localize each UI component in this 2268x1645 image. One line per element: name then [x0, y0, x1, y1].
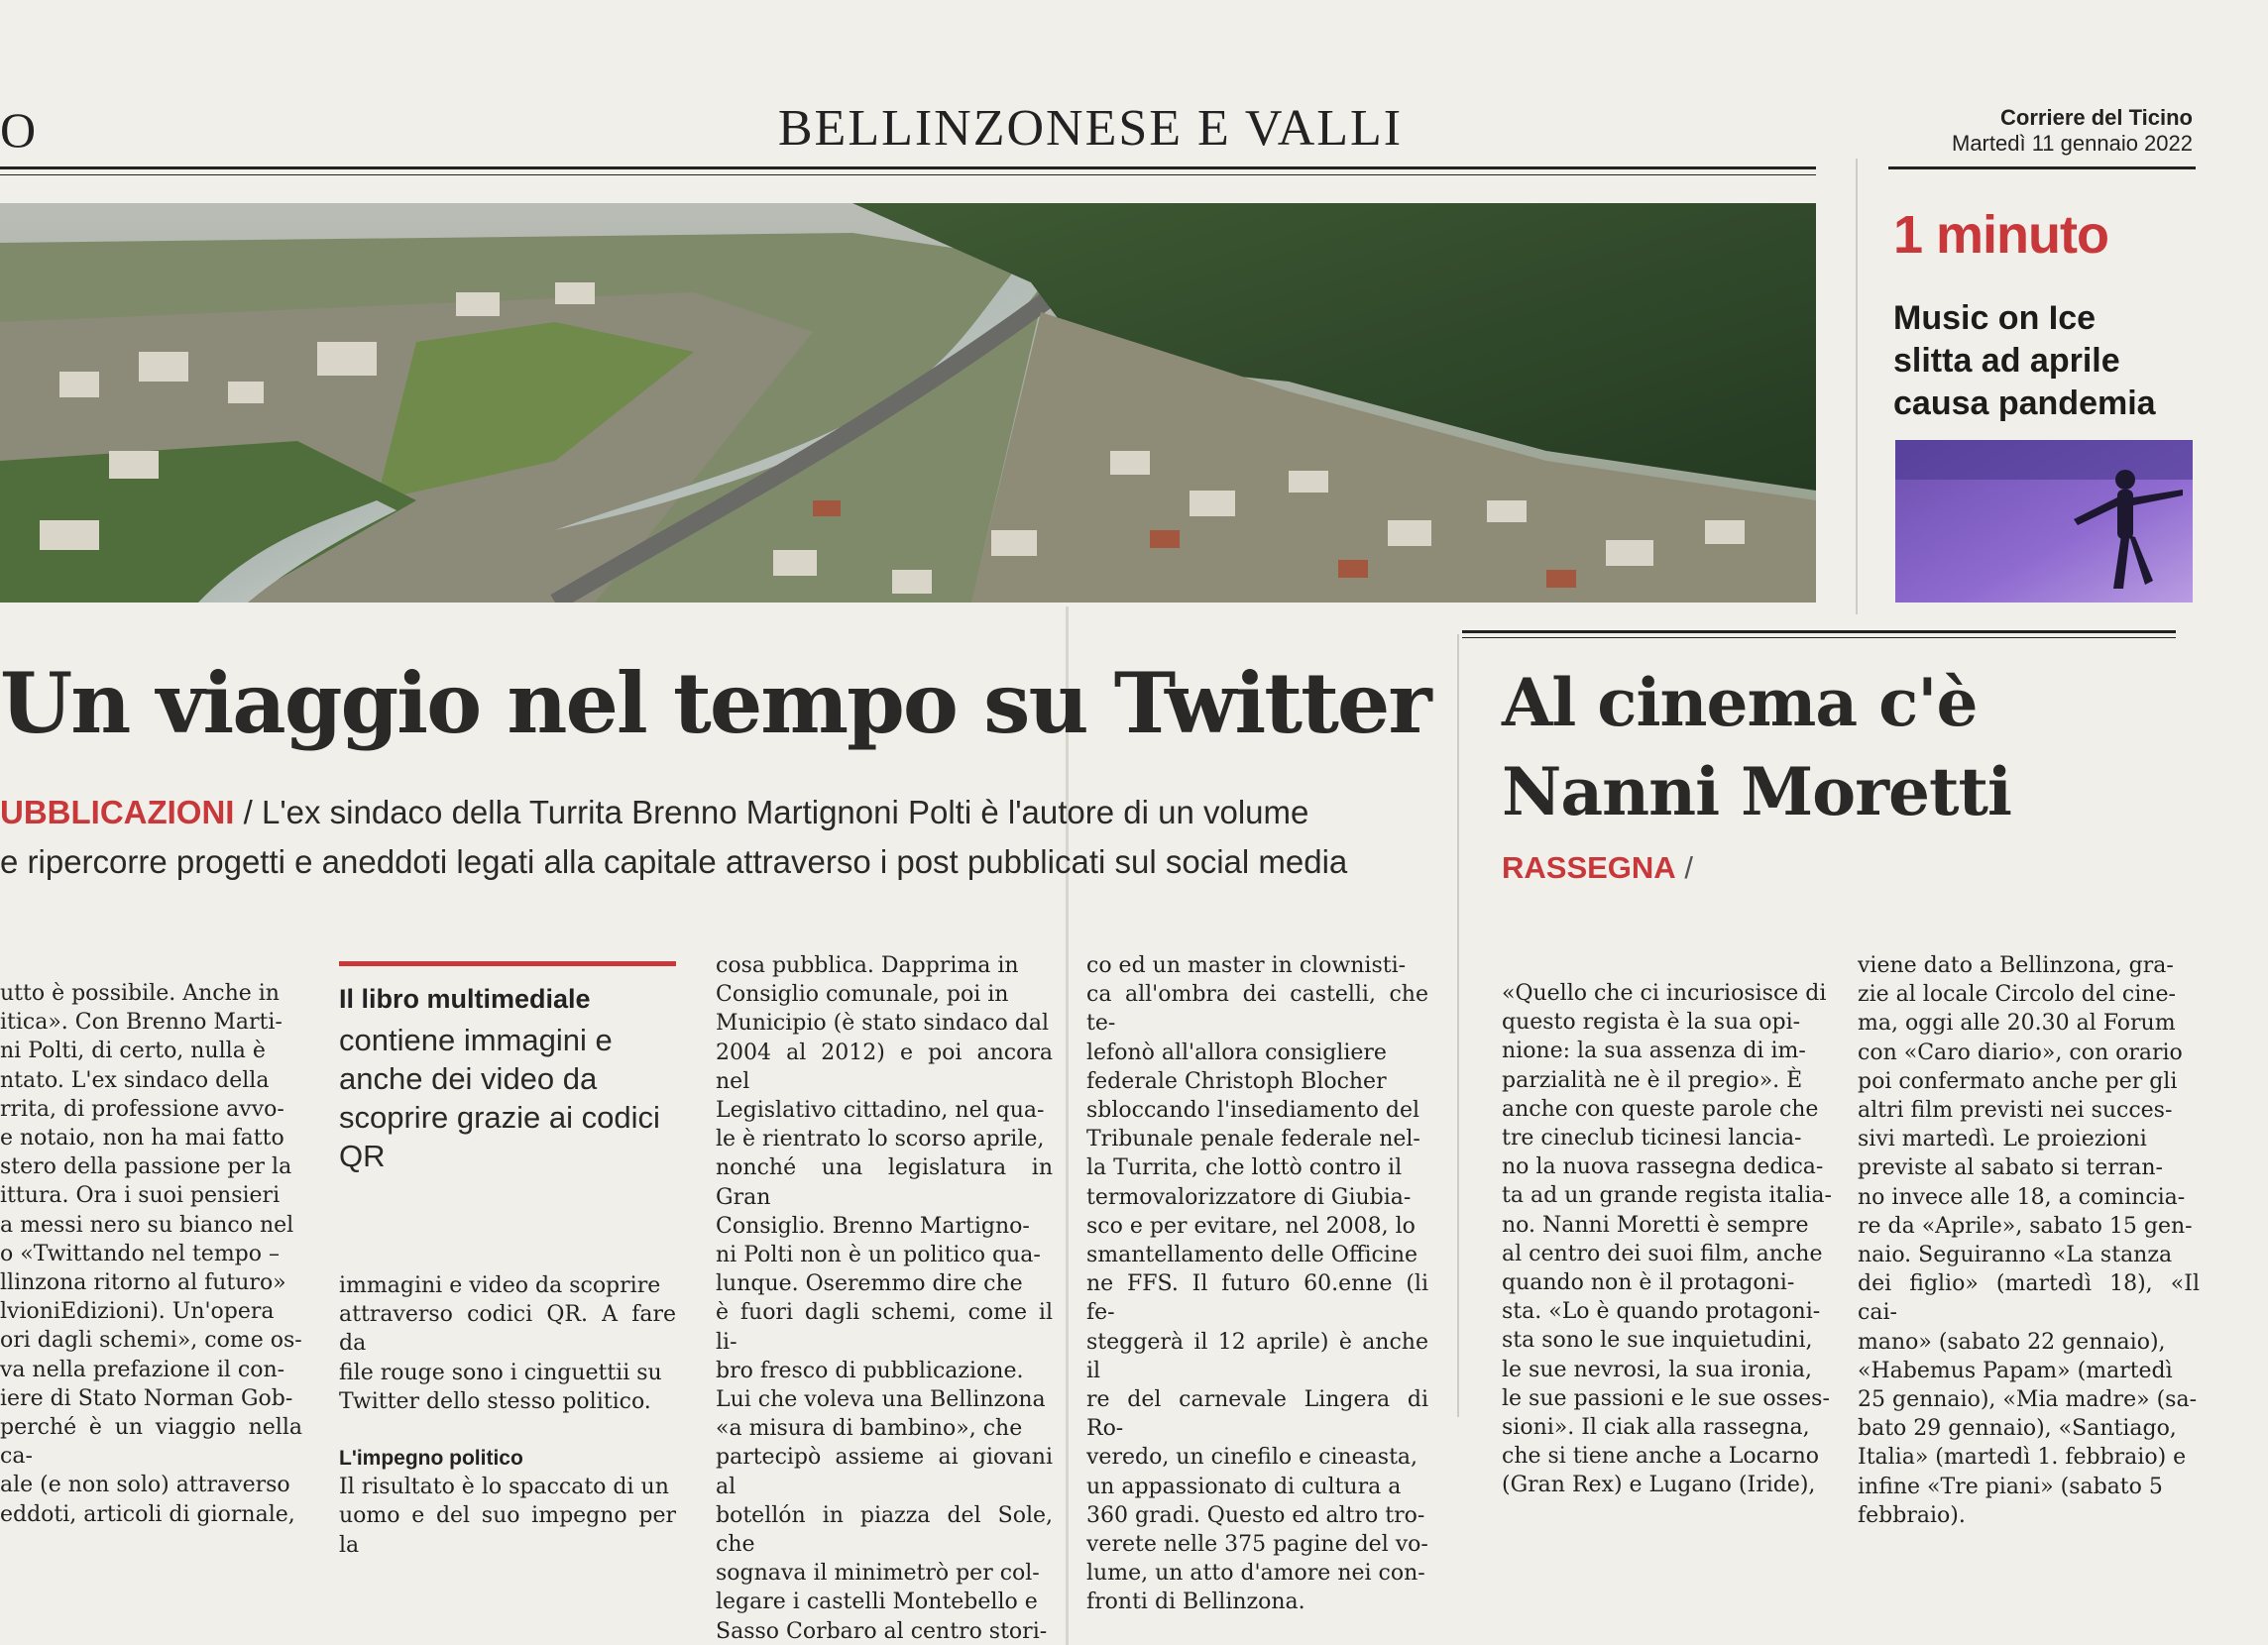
- text-line: «Habemus Papam» (martedì: [1858, 1358, 2173, 1383]
- side-kicker-slash: /: [1675, 850, 1693, 885]
- header-rule: [0, 166, 1816, 169]
- text-line: mano» (sabato 22 gennaio),: [1858, 1329, 2166, 1355]
- ice-skater-photo: [1895, 440, 2193, 603]
- text-line: Lui che voleva una Bellinzona: [716, 1387, 1046, 1413]
- text-line: tre cineclub ticinesi lancia-: [1502, 1126, 1802, 1152]
- main-kicker: UBBLICAZIONI: [0, 794, 235, 830]
- text-line: è fuori dagli schemi, come il li-: [716, 1300, 1053, 1355]
- text-line: eddoti, articoli di giornale,: [0, 1501, 295, 1527]
- text-line: zie al locale Circolo del cine-: [1858, 982, 2176, 1008]
- text-line: co ed un master in clownisti-: [1086, 953, 1407, 978]
- box-title: Il libro multimediale: [339, 984, 591, 1014]
- text-line: dei figlio» (martedì 18), «Il cai-: [1858, 1271, 2200, 1326]
- text-line: quando non è il protagoni-: [1502, 1270, 1795, 1296]
- text-line: parzialità ne è il pregio». È: [1502, 1067, 1803, 1093]
- text-line: con «Caro diario», con orario: [1858, 1040, 2183, 1065]
- side-headline-line: Al cinema c'è: [1502, 664, 1978, 741]
- text-line: Italia» (martedì 1. febbraio) e: [1858, 1445, 2187, 1471]
- text-line: llinzona ritorno al futuro»: [0, 1270, 286, 1296]
- text-line: poi confermato anche per gli: [1858, 1068, 2178, 1094]
- text-line: 25 gennaio), «Mia madre» (sa-: [1858, 1387, 2197, 1413]
- text-line: «Quello che ci incuriosisce di: [1502, 981, 1827, 1006]
- text-line: botellón in piazza del Sole, che: [716, 1502, 1053, 1558]
- text-line: e notaio, non ha mai fatto: [0, 1126, 284, 1152]
- text-line: un appassionato di cultura a: [1086, 1474, 1402, 1499]
- text-line: va nella prefazione il con-: [0, 1357, 285, 1382]
- text-line: steggerà il 12 aprile) è anche il: [1086, 1329, 1428, 1383]
- inter-heading: L'impegno politico: [339, 1447, 523, 1471]
- text-line: nione: la sua assenza di im-: [1502, 1039, 1806, 1064]
- text-line: (Gran Rex) e Lugano (Iride),: [1502, 1473, 1816, 1498]
- subhead-text: / L'ex sindaco della Turrita Brenno Martignoni Polti è l'autore di un volume: [234, 794, 1309, 830]
- text-line: ca all'ombra dei castelli, che te-: [1086, 982, 1428, 1037]
- text-line: 2004 al 2012) e poi ancora nel: [716, 1040, 1053, 1094]
- text-line: al centro dei suoi film, anche: [1502, 1241, 1823, 1266]
- text-line: sivi martedì. Le proiezioni: [1858, 1127, 2147, 1152]
- text-line: ne FFS. Il futuro 60.enne (li fe-: [1086, 1271, 1428, 1326]
- issue-date: Martedì 11 gennaio 2022: [1952, 131, 2193, 156]
- text-line: smantellamento delle Officine: [1086, 1243, 1418, 1268]
- subhead-line: e ripercorre progetti e aneddoti legati alla capitale attraverso i post pubblicati sul social media: [0, 843, 1348, 880]
- text-line: anche con queste parole che: [1502, 1096, 1819, 1122]
- sidebar-headline-line: Music on Ice: [1893, 299, 2097, 337]
- text-line: sta. «Lo è quando protagoni-: [1502, 1299, 1821, 1325]
- page-fold: [1066, 606, 1069, 1645]
- text-line: ori dagli schemi», come os-: [0, 1328, 302, 1354]
- main-headline: Un viaggio nel tempo su Twitter: [0, 654, 1430, 752]
- text-line: ta ad un grande regista italia-: [1502, 1183, 1832, 1209]
- sidebar-separator: [1856, 159, 1858, 614]
- text-line: verete nelle 375 pagine del vo-: [1086, 1532, 1428, 1558]
- text-line: Twitter dello stesso politico.: [339, 1388, 651, 1414]
- main-subhead: [0, 788, 1447, 887]
- text-line: «a misura di bambino», che: [716, 1416, 1023, 1442]
- page-number: O: [0, 102, 37, 158]
- text-line: febbraio).: [1858, 1502, 1966, 1528]
- text-line: bato 29 gennaio), «Santiago,: [1858, 1416, 2177, 1442]
- text-line: lvioniEdizioni). Un'opera: [0, 1299, 275, 1325]
- text-line: ale (e non solo) attraverso: [0, 1473, 290, 1498]
- text-line: le è rientrato lo scorso aprile,: [716, 1127, 1045, 1152]
- text-line: attraverso codici QR. A fare da: [339, 1302, 676, 1357]
- text-line: rrita, di professione avvo-: [0, 1096, 284, 1122]
- text-line: partecipò assieme ai giovani al: [716, 1445, 1053, 1499]
- text-line: file rouge sono i cinguettii su: [339, 1360, 662, 1385]
- text-line: 360 gradi. Questo ed altro tro-: [1086, 1502, 1425, 1528]
- side-headline-line: Nanni Moretti: [1502, 753, 2012, 830]
- header-rule-thin: [0, 174, 1816, 175]
- text-line: no la nuova rassegna dedica-: [1502, 1154, 1824, 1180]
- text-line: altri film previsti nei succes-: [1858, 1098, 2173, 1124]
- aerial-photo: [0, 203, 1816, 603]
- text-line: itica». Con Brenno Marti-: [0, 1010, 283, 1036]
- text-line: no invece alle 18, a comincia-: [1858, 1184, 2186, 1210]
- text-line: ittura. Ora i suoi pensieri: [0, 1183, 281, 1209]
- text-line: veredo, un cinefilo e cineasta,: [1086, 1445, 1418, 1471]
- text-line: Consiglio. Brenno Martigno-: [716, 1213, 1030, 1239]
- text-line: ni Polti non è un politico qua-: [716, 1243, 1041, 1268]
- main-column-1: [0, 979, 302, 1529]
- sidebar-rule: [1888, 166, 2196, 169]
- box-text: contiene immagini e anche dei video da scoprire grazie ai codici QR: [339, 1023, 660, 1173]
- text-line: naio. Seguiranno «La stanza: [1858, 1243, 2173, 1268]
- text-line: no. Nanni Moretti è sempre: [1502, 1212, 1809, 1238]
- text-line: re del carnevale Lingera di Ro-: [1086, 1387, 1428, 1442]
- text-line: Il risultato è lo spaccato di un: [339, 1475, 669, 1500]
- text-line: lume, un atto d'amore nei con-: [1086, 1561, 1425, 1587]
- text-line: Sasso Corbaro al centro stori-: [716, 1618, 1048, 1644]
- side-column-1: [1502, 979, 1839, 1500]
- text-line: lefonò all'allora consigliere: [1086, 1040, 1387, 1065]
- text-line: ntato. L'ex sindaco della: [0, 1067, 270, 1093]
- section-heading: BELLINZONESE E VALLI: [777, 100, 1404, 157]
- text-line: o «Twittando nel tempo –: [0, 1241, 281, 1266]
- text-line: legare i castelli Montebello e: [716, 1590, 1038, 1615]
- main-column-2: [339, 1271, 676, 1560]
- text-line: cosa pubblica. Dapprima in: [716, 953, 1019, 978]
- side-article-rule-thin: [1462, 637, 2176, 638]
- text-line: Consiglio comunale, poi in: [716, 982, 1009, 1008]
- sidebar-headline-line: slitta ad aprile: [1893, 342, 2120, 380]
- text-line: infine «Tre piani» (sabato 5: [1858, 1474, 2163, 1499]
- text-line: che si tiene anche a Locarno: [1502, 1444, 1820, 1470]
- text-line: la Turrita, che lottò contro il: [1086, 1155, 1403, 1181]
- text-line: perché è un viaggio nella ca-: [0, 1415, 302, 1470]
- text-line: ni Polti, di certo, nulla è: [0, 1039, 266, 1064]
- text-line: stero della passione per la: [0, 1154, 292, 1180]
- text-line: lunque. Oseremmo dire che: [716, 1271, 1023, 1297]
- side-column-2: [1858, 951, 2200, 1530]
- newspaper-name: Corriere del Ticino: [2000, 105, 2193, 130]
- text-line: Tribunale penale federale nel-: [1086, 1127, 1420, 1152]
- side-kicker-label: RASSEGNA: [1502, 850, 1676, 885]
- text-line: Legislativo cittadino, nel qua-: [716, 1098, 1045, 1124]
- text-line: questo regista è la sua opi-: [1502, 1010, 1801, 1036]
- sidebar-headline: [1893, 297, 2211, 425]
- text-line: ma, oggi alle 20.30 al Forum: [1858, 1011, 2176, 1037]
- text-line: immagini e video da scoprire: [339, 1273, 661, 1298]
- text-line: fronti di Bellinzona.: [1086, 1590, 1305, 1615]
- text-line: sioni». Il ciak alla rassegna,: [1502, 1415, 1810, 1441]
- text-line: re da «Aprile», sabato 15 gen-: [1858, 1213, 2193, 1239]
- text-line: viene dato a Bellinzona, gra-: [1858, 953, 2174, 978]
- box-rule: [339, 961, 676, 966]
- text-line: iere di Stato Norman Gob-: [0, 1385, 293, 1411]
- text-line: sco e per evitare, nel 2008, lo: [1086, 1213, 1416, 1239]
- text-line: uomo e del suo impegno per la: [339, 1503, 676, 1558]
- main-column-3: [716, 951, 1053, 1645]
- article-separator: [1457, 634, 1459, 1417]
- text-line: termovalorizzatore di Giubia-: [1086, 1184, 1412, 1210]
- text-line: le sue nevrosi, la sua ironia,: [1502, 1357, 1813, 1382]
- text-line: sognava il minimetrò per col-: [716, 1561, 1040, 1587]
- main-column-4: [1086, 951, 1428, 1617]
- text-line: bro fresco di pubblicazione.: [716, 1358, 1024, 1383]
- side-kicker: [1502, 850, 1693, 886]
- sidebar-title: 1 minuto: [1893, 205, 2108, 265]
- subhead-line: [0, 788, 1447, 837]
- side-headline: [1502, 658, 2215, 836]
- text-line: Municipio (è stato sindaco dal: [716, 1011, 1050, 1037]
- text-line: federale Christoph Blocher: [1086, 1068, 1387, 1094]
- text-line: nonché una legislatura in Gran: [716, 1155, 1053, 1210]
- text-line: previste al sabato si terran-: [1858, 1155, 2163, 1181]
- text-line: sbloccando l'insediamento del: [1086, 1098, 1420, 1124]
- text-line: a messi nero su bianco nel: [0, 1212, 294, 1238]
- text-line: le sue passioni e le sue osses-: [1502, 1385, 1830, 1411]
- sidebar-headline-line: causa pandemia: [1893, 384, 2156, 422]
- text-line: sta sono le sue inquietudini,: [1502, 1328, 1813, 1354]
- text-line: utto è possibile. Anche in: [0, 981, 280, 1006]
- side-article-rule: [1462, 630, 2176, 633]
